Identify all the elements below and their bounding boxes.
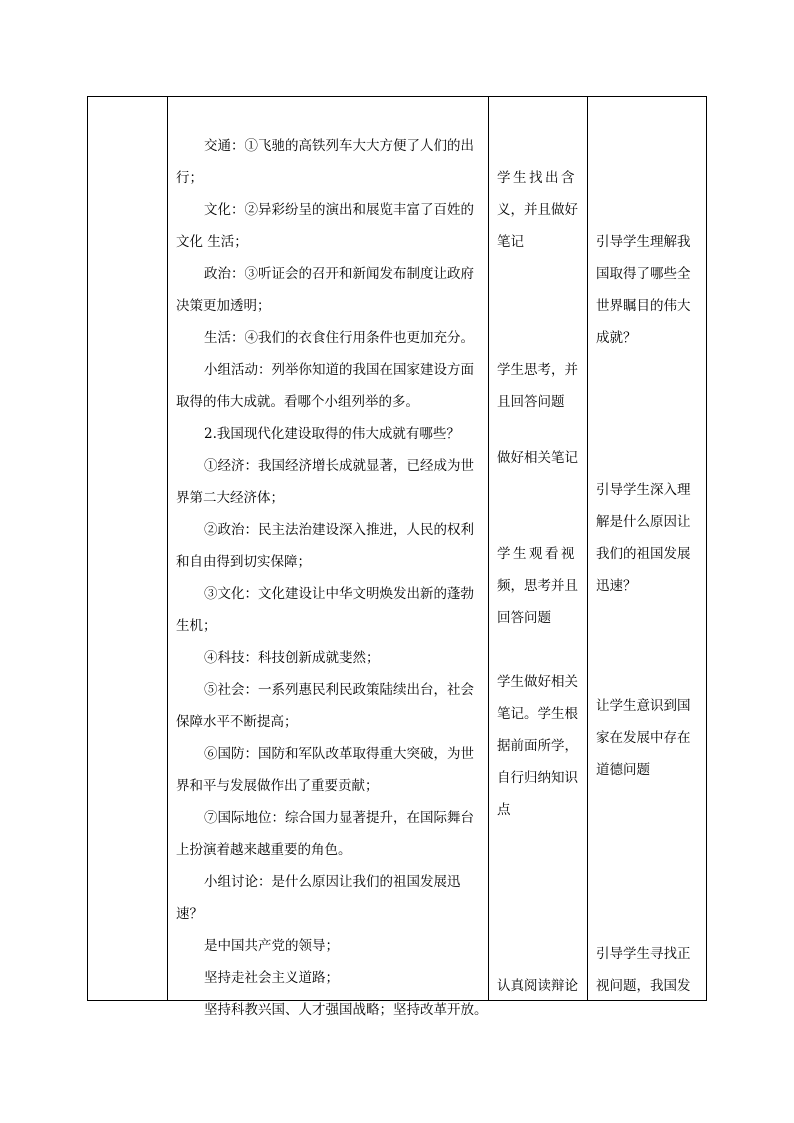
content-line: 界第二大经济体； [176,490,284,506]
student-group-3 [497,442,578,474]
intent-line: 世界瞩目的伟大 [596,298,691,314]
content-line: 决策更加透明； [176,298,271,314]
intent-group-1 [596,226,691,354]
student-group-6 [497,970,578,1002]
student-line: 笔记。学生根 [497,706,578,722]
intent-line: 国取得了哪些全 [596,266,691,282]
lesson-table [87,96,707,1018]
content-line: 速？ [176,906,203,922]
student-line: 频，思考并且 [497,578,578,594]
content-line: 交通：①飞驰的高铁列车大大方便了人们的出 [204,138,474,154]
design-intent-cell [588,97,708,1000]
student-line: 认真阅读辩论 [497,978,578,994]
content-line: ⑤社会：一系列惠民利民政策陆续出台，社会 [204,682,474,698]
intent-group-3 [596,690,691,786]
content-line: 行； [176,170,203,186]
content-line: 小组讨论：是什么原因让我们的祖国发展迅 [204,874,461,890]
intent-line: 引导学生深入理 [596,482,691,498]
intent-line: 让学生意识到国 [596,698,691,714]
intent-group-2 [596,474,691,602]
content-line: 生机； [176,618,217,634]
student-group-4 [497,538,578,634]
content-line: ⑦国际地位：综合国力显著提升，在国际舞台 [204,810,474,826]
content-line: ①经济：我国经济增长成就显著，已经成为世 [204,458,474,474]
student-line: 据前面所学， [497,738,578,754]
intent-line: 家在发展中存在 [596,730,691,746]
content-line: 坚持科教兴国、人才强国战略；坚持改革开放。 [204,1002,488,1018]
content-line: 政治：③听证会的召开和新闻发布制度让政府 [204,266,474,282]
content-line: ④科技：科技创新成就斐然； [204,650,380,666]
content-line: 和自由得到切实保障； [176,554,311,570]
student-activity-cell [489,97,587,1000]
student-line: 义，并且做好 [497,202,578,218]
student-group-2 [497,354,578,418]
intent-line: 成就？ [596,330,637,346]
intent-line: 视问题，我国发 [596,978,691,994]
student-line: 学生找出含 [497,170,577,186]
stage-cell [88,97,167,1000]
student-line: 回答问题 [497,610,551,626]
content-line: ②政治：民主法治建设深入推进，人民的权利 [204,522,474,538]
intent-line: 解是什么原因让 [596,514,691,530]
student-line: 自行归纳知识 [497,770,578,786]
content-line: ⑥国防：国防和军队改革取得重大突破，为世 [204,746,474,762]
content-line: 取得的伟大成就。看哪个小组列举的多。 [176,394,419,410]
intent-line: 迅速？ [596,578,637,594]
content-line: 生活：④我们的衣食住行用条件也更加充分。 [204,330,474,346]
intent-line: 道德问题 [596,762,650,778]
content-line: 上扮演着越来越重要的角色。 [176,842,352,858]
content-line: 保障水平不断提高； [176,714,298,730]
intent-line: 引导学生理解我 [596,234,691,250]
intent-line: 引导学生寻找正 [596,946,691,962]
student-group-5 [497,666,578,826]
content-line: ③文化：文化建设让中华文明焕发出新的蓬勃 [204,586,474,602]
intent-group-4 [596,938,691,1002]
content-line: 小组活动：列举你知道的我国在国家建设方面 [204,362,474,378]
student-line: 学生思考，并 [497,362,578,378]
student-line: 且回答问题 [497,394,565,410]
student-line: 学生做好相关 [497,674,578,690]
content-line: 是中国共产党的领导； [204,938,339,954]
content-line: 文化：②异彩纷呈的演出和展览丰富了百姓的 [204,202,474,218]
student-line: 笔记 [497,234,524,250]
student-group-1 [497,162,578,258]
content-line: 2.我国现代化建设取得的伟大成就有哪些？ [204,426,460,442]
student-line: 点 [497,802,511,818]
student-line: 学生观看视 [497,546,577,562]
content-line: 文化 生活； [176,234,248,250]
content-lines [176,130,488,1026]
intent-line: 我们的祖国发展 [596,546,691,562]
content-line: 坚持走社会主义道路； [204,970,339,986]
student-line: 做好相关笔记 [497,450,578,466]
teaching-content-cell [168,97,488,1018]
content-line: 界和平与发展做作出了重要贡献； [176,778,379,794]
